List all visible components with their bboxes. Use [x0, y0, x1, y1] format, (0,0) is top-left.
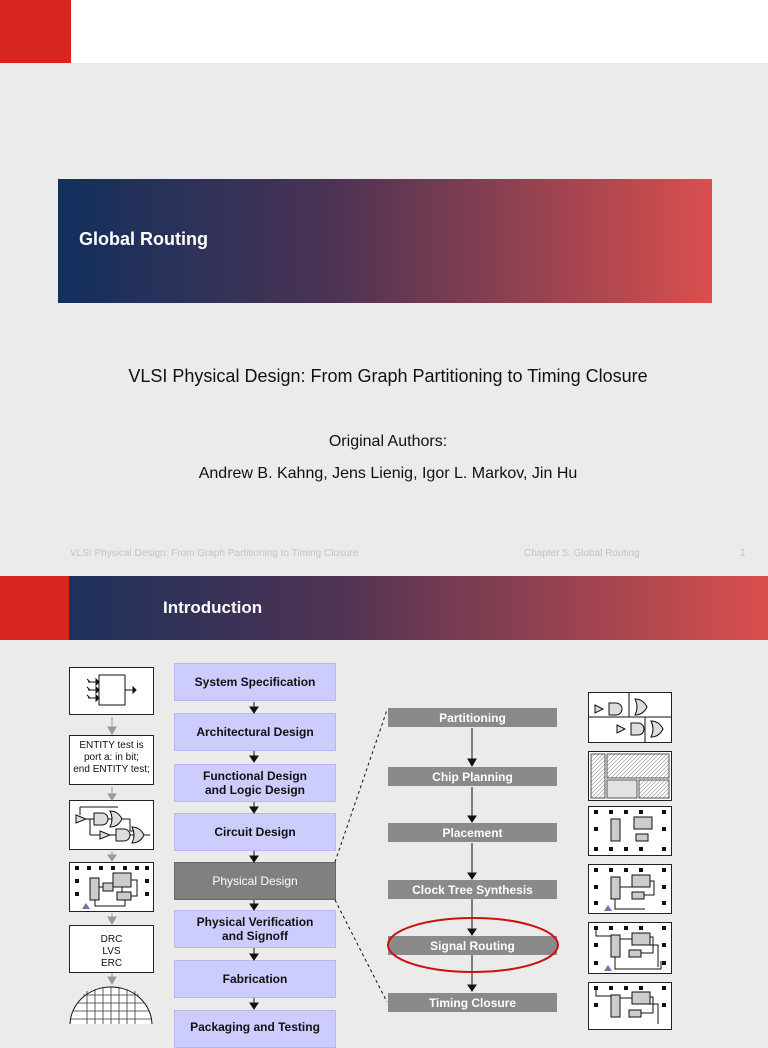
icon-column-connectors: [105, 715, 119, 1005]
brand-red-block: [0, 576, 69, 640]
hdl-line-2: port a: in bit;: [83, 752, 140, 763]
block-symbol-icon: [69, 667, 154, 715]
hdl-line-3: end ENTITY test;: [73, 764, 150, 775]
flow-packaging-testing: Packaging and Testing: [174, 1010, 336, 1048]
step-clock-tree-synthesis: Clock Tree Synthesis: [388, 880, 557, 899]
floorplan-icon: [588, 751, 672, 801]
flow-functional-logic-design: Functional Design and Logic Design: [174, 764, 336, 802]
flow-circuit-design: Circuit Design: [174, 813, 336, 851]
flow-arrows: [246, 700, 262, 1015]
slide-title: Global Routing: [79, 229, 208, 249]
step-signal-routing: Signal Routing: [388, 936, 557, 955]
flow-system-specification: System Specification: [174, 663, 336, 701]
step-timing-closure: Timing Closure: [388, 993, 557, 1012]
step-placement: Placement: [388, 823, 557, 842]
highlight-ring: [384, 915, 562, 975]
routing-icon: [588, 922, 672, 974]
page-number: 1: [740, 548, 746, 559]
check-lvs: LVS: [102, 946, 121, 957]
footer-book-title: VLSI Physical Design: From Graph Partitioning to Timing Closure: [70, 548, 359, 559]
check-erc: ERC: [100, 958, 123, 969]
clock-tree-icon: [588, 864, 672, 914]
check-drc: DRC: [100, 934, 123, 945]
flow-physical-verification: Physical Verification and Signoff: [174, 910, 336, 948]
partitioned-gates-icon: [588, 692, 672, 743]
slide1-top-bar: [0, 0, 768, 63]
timing-closure-icon: [588, 982, 672, 1030]
slide2-title: Introduction: [163, 598, 263, 617]
copyright-stamp: [738, 475, 752, 476]
flow-fabrication: Fabrication: [174, 960, 336, 998]
step-chip-planning: Chip Planning: [388, 767, 557, 786]
authors-list: Andrew B. Kahng, Jens Lienig, Igor L. Markov, Jin Hu: [198, 465, 578, 482]
slide2-header-banner: [0, 576, 768, 640]
flow-architectural-design: Architectural Design: [174, 713, 336, 751]
placement-icon: [588, 806, 672, 856]
flow-physical-design: Physical Design: [174, 862, 336, 900]
hdl-line-1: ENTITY test is: [79, 740, 144, 751]
slide-subtitle: VLSI Physical Design: From Graph Partitioning to Timing Closure: [128, 366, 648, 386]
copyright-stamp-2: [752, 1006, 768, 1016]
brand-red-block: [0, 0, 71, 63]
footer-chapter: Chapter 5: Global Routing: [524, 548, 640, 559]
authors-label: Original Authors:: [328, 433, 448, 450]
step-partitioning: Partitioning: [388, 708, 557, 727]
